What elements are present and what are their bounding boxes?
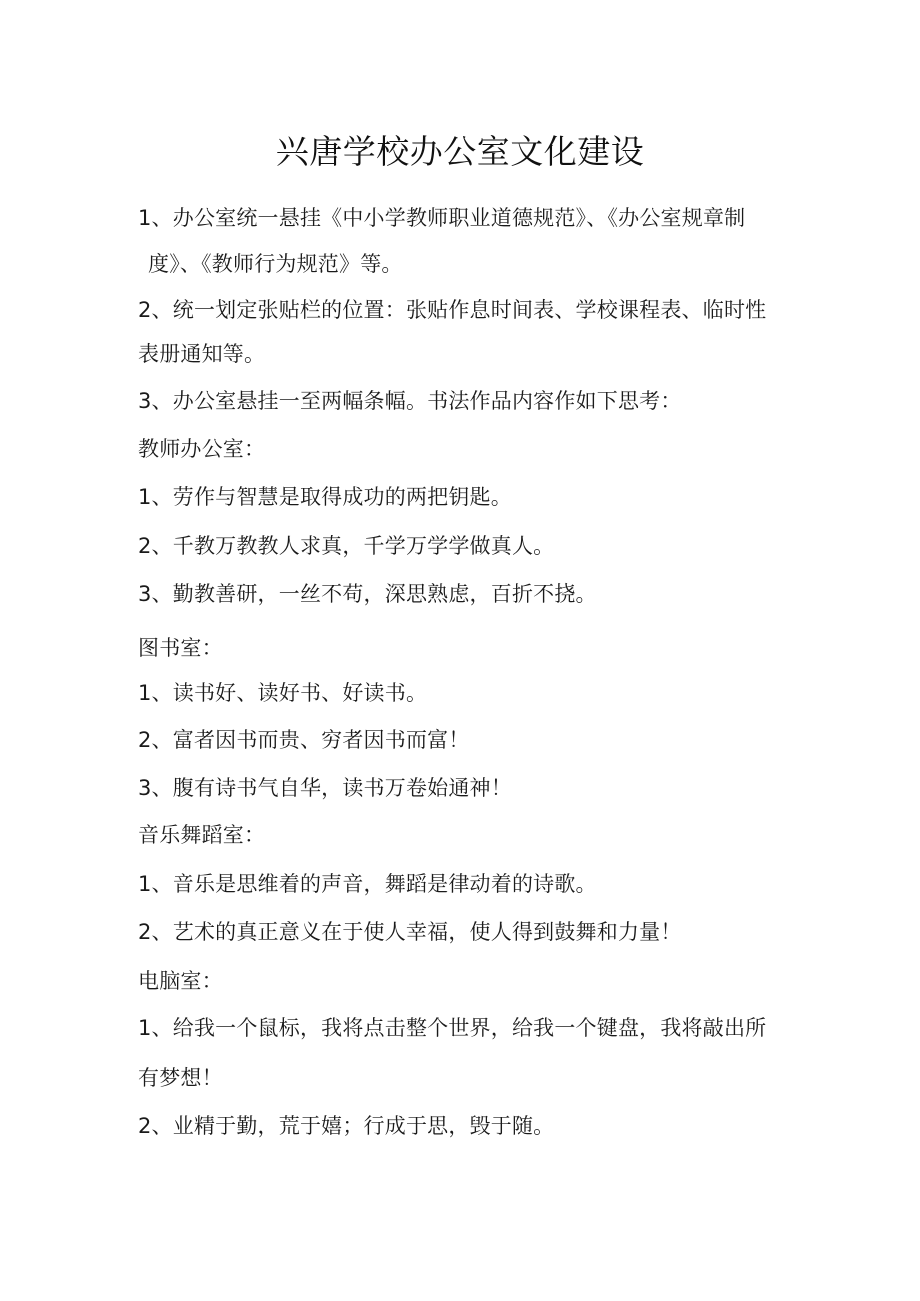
document-title: 兴唐学校办公室文化建设 xyxy=(275,132,645,171)
section-heading-computer-room: 电脑室： xyxy=(138,969,223,993)
text-line: 2、业精于勤，荒于嬉；行成于思，毁于随。 xyxy=(138,1114,555,1138)
section-heading-music-dance-room: 音乐舞蹈室： xyxy=(138,823,266,847)
text-line: 1、音乐是思维着的声音，舞蹈是律动着的诗歌。 xyxy=(138,872,597,896)
text-line: 3、勤教善研，一丝不苟，深思熟虑，百折不挠。 xyxy=(138,582,597,606)
text-line: 2、千教万教教人求真，千学万学学做真人。 xyxy=(138,534,555,558)
text-line: 表册通知等。 xyxy=(138,342,266,366)
text-line: 3、腹有诗书气自华，读书万卷始通神！ xyxy=(138,776,512,800)
section-heading-teacher-office: 教师办公室： xyxy=(138,437,266,461)
text-line: 1、办公室统一悬挂《中小学教师职业道德规范》、《办公室规章制 xyxy=(138,206,746,230)
text-line: 2、统一划定张贴栏的位置：张贴作息时间表、学校课程表、临时性 xyxy=(138,298,767,322)
text-line: 2、艺术的真正意义在于使人幸福，使人得到鼓舞和力量！ xyxy=(138,920,682,944)
text-line: 度》、《教师行为规范》等。 xyxy=(148,252,403,276)
text-line: 3、办公室悬挂一至两幅条幅。书法作品内容作如下思考： xyxy=(138,389,682,413)
text-line: 1、读书好、读好书、好读书。 xyxy=(138,681,428,705)
text-line: 1、劳作与智慧是取得成功的两把钥匙。 xyxy=(138,485,512,509)
section-heading-library: 图书室： xyxy=(138,636,223,660)
text-line: 1、给我一个鼠标，我将点击整个世界，给我一个键盘，我将敲出所 xyxy=(138,1016,767,1040)
text-line: 有梦想！ xyxy=(138,1066,223,1090)
text-line: 2、富者因书而贵、穷者因书而富！ xyxy=(138,728,470,752)
